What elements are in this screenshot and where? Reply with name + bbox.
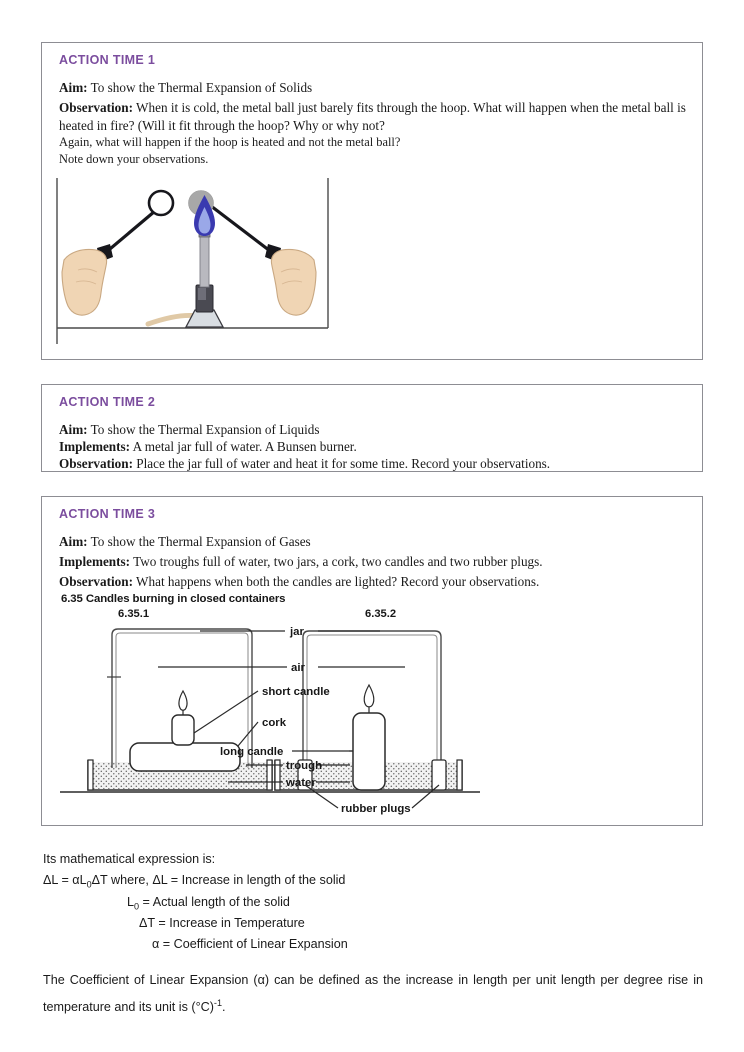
right-hand [271,249,316,315]
observation-text: What happens when both the candles are lighted? Record your observations. [133,574,540,589]
aim-label: Aim: [59,534,88,549]
label-trough: trough [286,760,323,772]
action-1-aim [59,79,689,97]
label-air: air [291,662,305,674]
candles-closed-containers-diagram [50,605,695,817]
math-line-2-subscript: 0 [134,901,140,912]
math-line-1-subscript: 0 [86,879,92,890]
observation-text: When it is cold, the metal ball just barely fits through the hoop. What will happen when the metal ball is heated in fire? (Will it fit through the hoop? Why or why not? [59,100,686,133]
math-line-2-pre: L [127,895,135,909]
observation-label: Observation: [59,456,133,471]
figure-number-right: 6.35.2 [365,608,397,620]
aim-text: To show the Thermal Expansion of Solids [87,80,313,95]
math-line-1-pre: ΔL = αL [43,873,87,887]
action-3-implements [59,553,689,571]
aim-label: Aim: [59,422,88,437]
action-1-observation [59,99,691,134]
action-3-aim [59,533,689,551]
final-paragraph-period: . [221,1000,226,1015]
left-hand [62,249,107,315]
action-time-1-title: ACTION TIME 1 [59,53,156,67]
implements-text: Two troughs full of water, two jars, a cork, two candles and two rubber plugs. [130,554,543,569]
action-2-observation [59,455,689,473]
final-definition-paragraph [43,969,703,1019]
implements-text: A metal jar full of water. A Bunsen burner. [130,439,357,454]
math-line-4: α = Coefficient of Linear Expansion [152,937,348,951]
math-line-3: ΔT = Increase in Temperature [139,916,305,930]
action-1-observation-line3: Note down your observations. [59,152,209,166]
aim-label: Aim: [59,80,88,95]
action-time-2-box [41,384,703,472]
long-candle-flame [364,685,373,707]
implements-label: Implements: [59,439,131,454]
final-paragraph-text: The Coefficient of Linear Expansion (α) can be defined as the increase in length per unit length per degree rise in temperature and its unit is (°C) [43,973,703,1015]
burner-barrel [200,234,209,287]
short-candle-flame [179,691,187,710]
observation-label: Observation: [59,100,133,115]
final-paragraph-superscript: -1 [213,998,222,1008]
figure-caption: 6.35 Candles burning in closed containers [61,593,286,605]
math-line-2 [127,893,290,917]
metal-hoop [149,191,173,215]
math-line-1-post: ΔT where, ΔL = Increase in length of the solid [91,873,346,887]
action-2-implements [59,438,689,456]
action-3-observation [59,573,689,591]
action-time-1-box [41,42,703,360]
math-line-1 [43,871,345,895]
label-short-candle: short candle [262,686,330,698]
burner-base [186,310,223,327]
label-water: water [286,777,316,789]
figure-number-left: 6.35.1 [118,608,150,620]
observation-label: Observation: [59,574,133,589]
action-time-3-title: ACTION TIME 3 [59,507,156,521]
aim-text: To show the Thermal Expansion of Gases [87,534,311,549]
label-jar: jar [290,626,304,638]
action-time-2-title: ACTION TIME 2 [59,395,156,409]
action-2-aim [59,421,689,439]
action-1-observation-line2: Again, what will happen if the hoop is heated and not the metal ball? [59,135,401,149]
short-candle [172,715,194,745]
label-rubber-plugs: rubber plugs [341,803,411,815]
label-long-candle: long candle [220,746,284,758]
label-cork: cork [262,717,287,729]
observation-text: Place the jar full of water and heat it for some time. Record your observations. [133,456,551,471]
thermal-expansion-solids-illustration [56,178,330,345]
math-line-2-post: = Actual length of the solid [139,895,290,909]
action-time-3-box [41,496,703,826]
math-intro: Its mathematical expression is: [43,852,216,866]
long-candle [353,713,385,790]
aim-text: To show the Thermal Expansion of Liquids [87,422,320,437]
implements-label: Implements: [59,554,131,569]
